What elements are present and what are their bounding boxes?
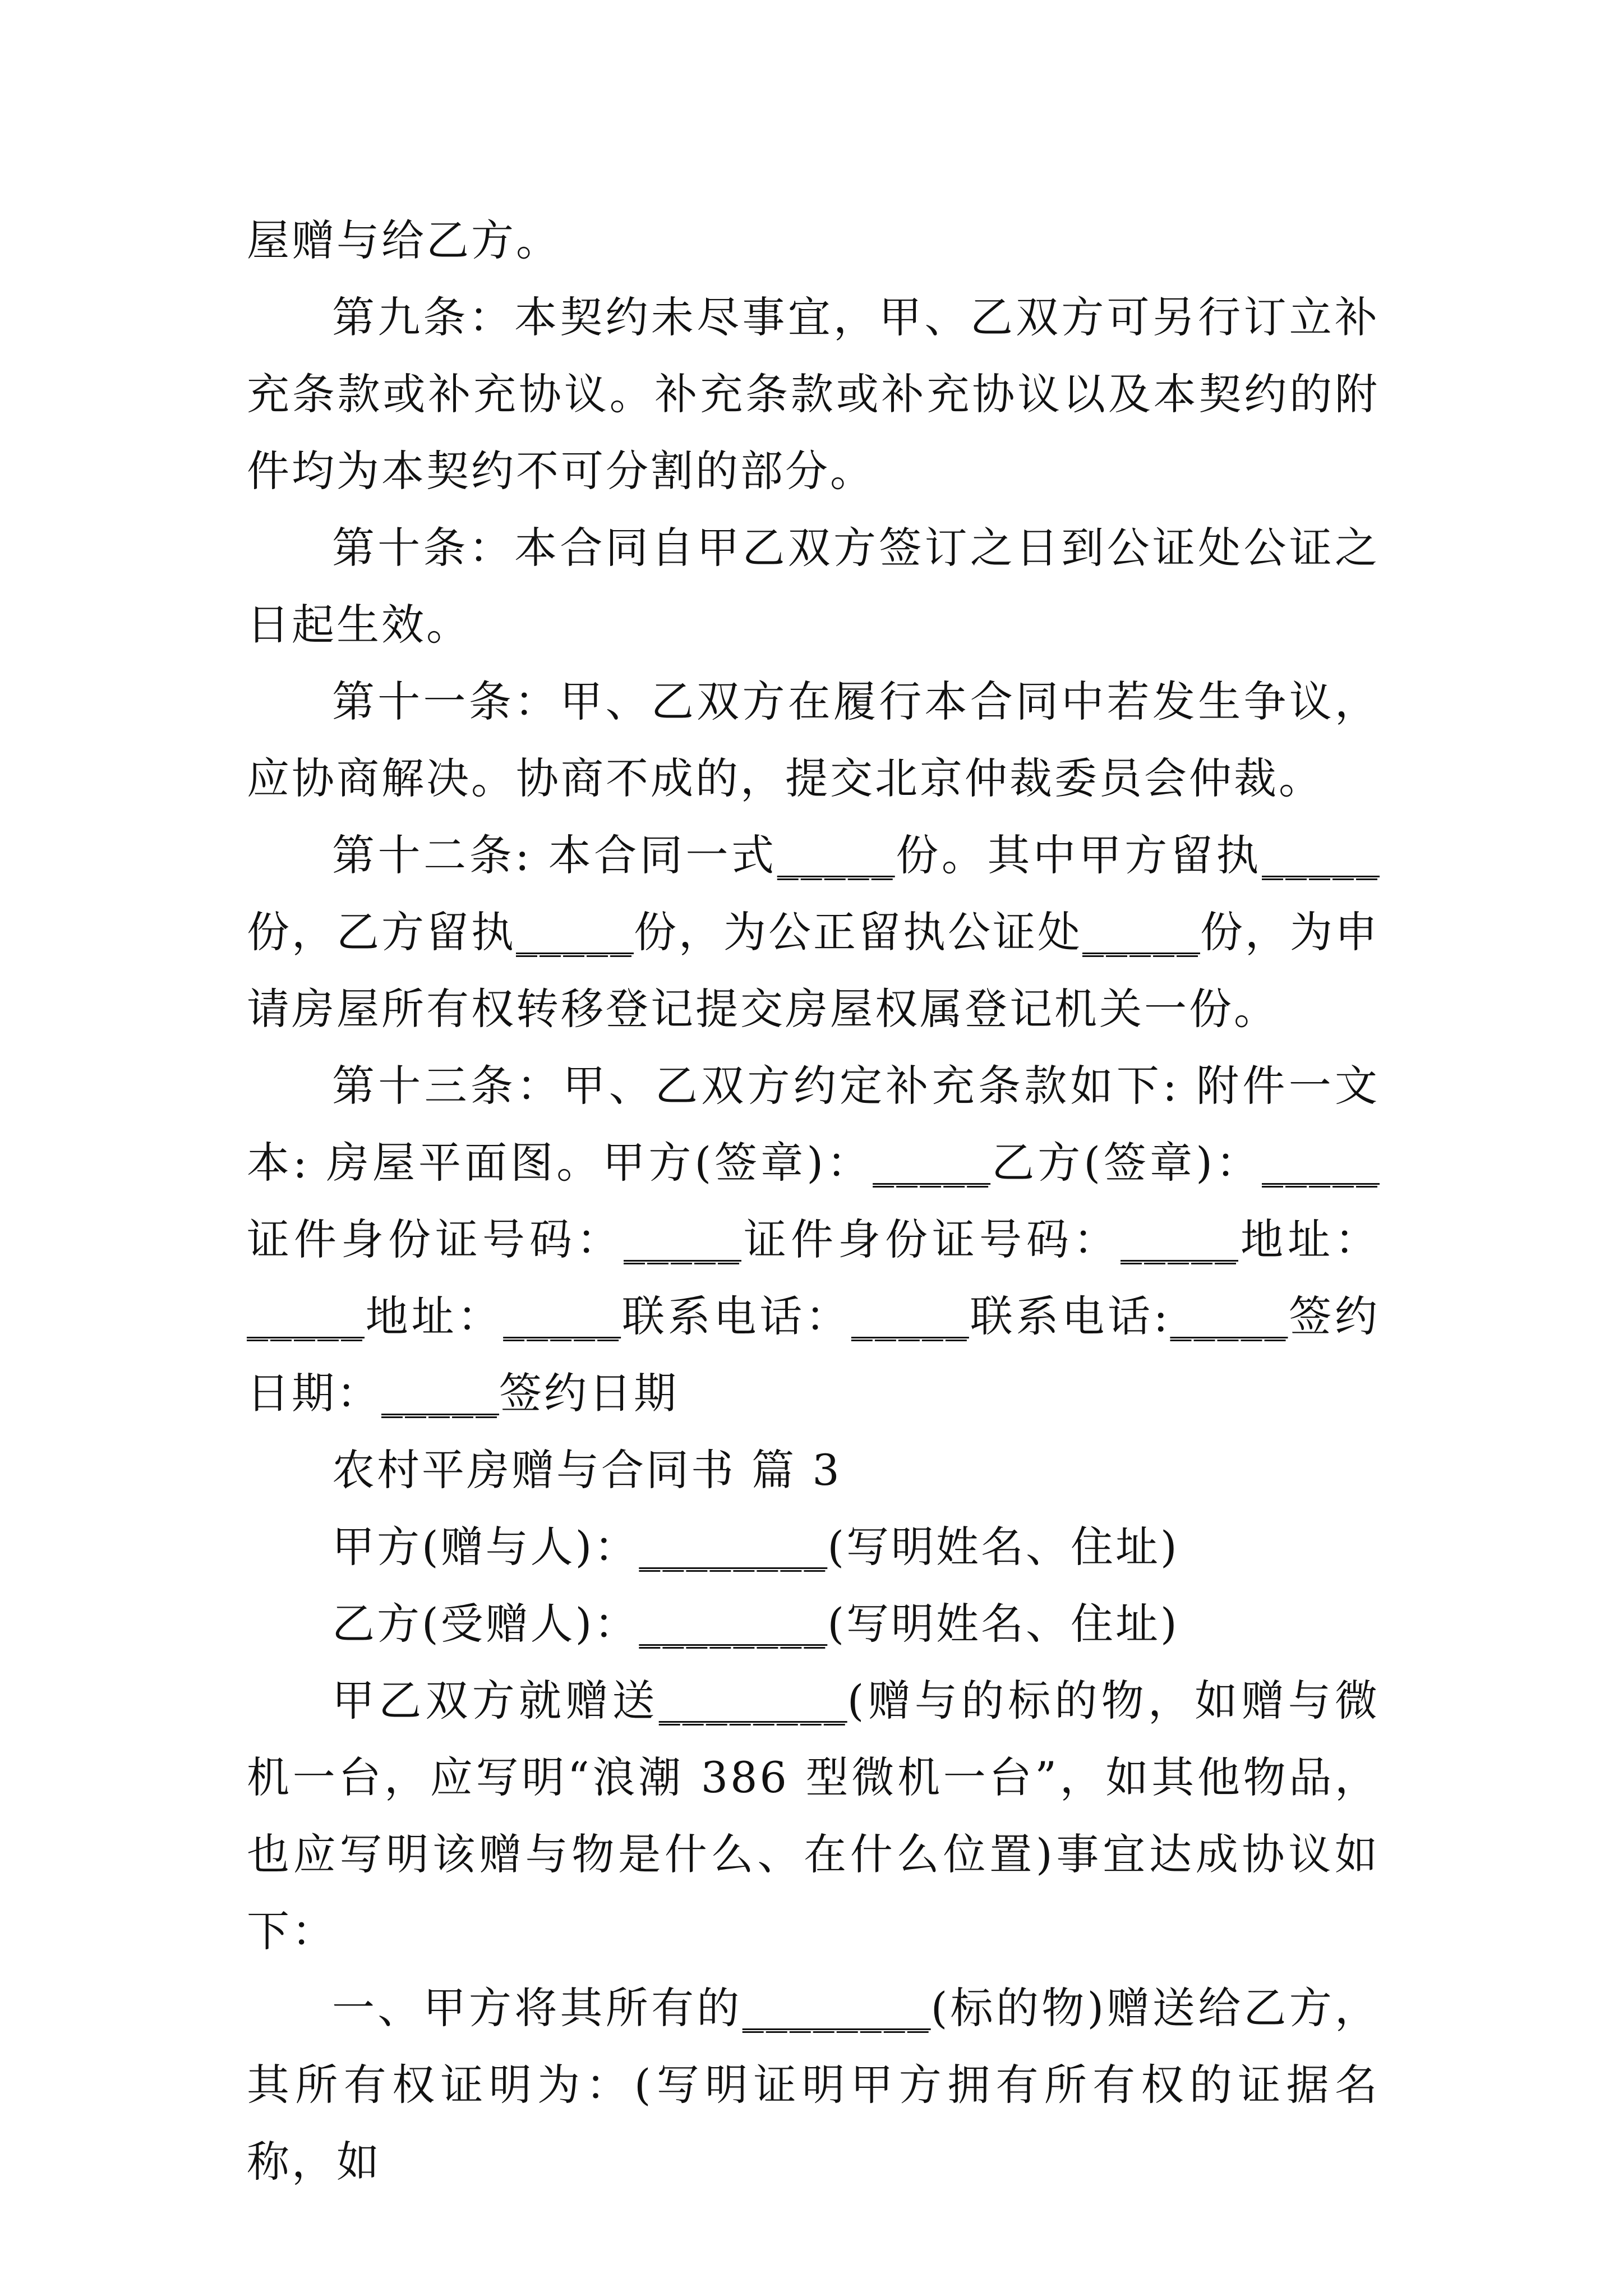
paragraph-art13 (247, 1047, 1380, 1432)
paragraph-text: 甲乙双方就赠送 (332, 1676, 659, 1726)
paragraph-text: 第十三条：甲、乙双方约定补充条款如下: 附件一文本: 房屋平面图。甲方(签章)： (247, 1061, 1380, 1188)
blank-fill-line: ________ (639, 1522, 828, 1572)
blank-fill-line: _____ (1121, 1214, 1238, 1264)
paragraph-text: 农村平房赠与合同书 篇 3 (332, 1445, 842, 1495)
paragraph-item1 (247, 1970, 1380, 2200)
paragraph-text: (写明姓名、住址) (827, 1522, 1179, 1572)
paragraph-art10 (247, 509, 1380, 663)
blank-fill-line: _____ (851, 1291, 969, 1341)
paragraph-text: 乙方(签章)： (990, 1138, 1262, 1188)
paragraph-text: 甲方(赠与人)： (332, 1522, 639, 1572)
paragraph-text: 第九条：本契约未尽事宜，甲、乙双方可另行订立补充条款或补充协议。补充条款或补充协议以及本契约的附件均为本契约不可分割的部分。 (247, 292, 1380, 496)
paragraph-text: 第十二条: 本合同一式 (332, 830, 777, 880)
blank-fill-line: ________ (639, 1599, 828, 1649)
blank-fill-line: _____ (1262, 830, 1380, 880)
blank-fill-line: _____ (1082, 907, 1200, 957)
paragraph-text: 地址： (365, 1291, 504, 1341)
paragraph-art11 (247, 663, 1380, 817)
paragraph-text: 一、甲方将其所有的 (332, 1983, 743, 2033)
paragraph-text: 地址： (1238, 1214, 1380, 1264)
paragraph-text: (赠与的标的物，如赠与微机一台，应写明“浪潮 386 型微机一台”，如其他物品，也应写明该赠与物是什么、在什么位置)事宜达成协议如下： (247, 1676, 1380, 1956)
blank-fill-line: _____ (247, 1291, 365, 1341)
paragraph-text: 证件身份证号码： (741, 1214, 1121, 1264)
blank-fill-line: _____ (777, 830, 895, 880)
paragraph-text: 第十条：本合同自甲乙双方签订之日到公证处公证之日起生效。 (247, 523, 1380, 650)
paragraph-text: 签约日期 (499, 1368, 679, 1418)
paragraph-text: 联系电话: (969, 1291, 1170, 1341)
paragraph-text: 乙方(受赠人)： (332, 1599, 639, 1649)
paragraph-text: 签约日期： (247, 1291, 1380, 1418)
blank-fill-line: _____ (381, 1368, 499, 1418)
document-body (247, 202, 1380, 2200)
paragraph-heading (247, 1432, 1380, 1508)
paragraph-text: (标的物)赠送给乙方，其所有权证明为：(写明证明甲方拥有所有权的证据名称，如 (247, 1983, 1380, 2187)
blank-fill-line: ________ (742, 1983, 931, 2033)
blank-fill-line: _____ (1170, 1291, 1288, 1341)
blank-fill-line: _____ (516, 907, 634, 957)
paragraph-partyA (247, 1508, 1380, 1585)
paragraph-cont (247, 202, 1380, 279)
paragraph-text: 份，乙方留执 (247, 907, 516, 957)
paragraph-text: 证件身份证号码： (247, 1214, 624, 1264)
paragraph-text: 份，为公正留执公证处 (634, 907, 1082, 957)
blank-fill-line: _____ (1262, 1138, 1380, 1188)
blank-fill-line: ________ (658, 1676, 847, 1726)
paragraph-agree (247, 1662, 1380, 1970)
blank-fill-line: _____ (873, 1138, 991, 1188)
paragraph-text: (写明姓名、住址) (827, 1599, 1179, 1649)
paragraph-text: 联系电话： (621, 1291, 851, 1341)
blank-fill-line: _____ (624, 1214, 741, 1264)
paragraph-text: 份，为申请房屋所有权转移登记提交房屋权属登记机关一份。 (247, 907, 1380, 1034)
paragraph-partyB (247, 1585, 1380, 1662)
paragraph-text: 屋赠与给乙方。 (247, 215, 561, 265)
paragraph-text: 份。其中甲方留执 (895, 830, 1262, 880)
paragraph-art9 (247, 279, 1380, 509)
paragraph-text: 第十一条：甲、乙双方在履行本合同中若发生争议，应协商解决。协商不成的，提交北京仲裁委员会仲裁。 (247, 677, 1380, 803)
blank-fill-line: _____ (503, 1291, 621, 1341)
paragraph-art12 (247, 817, 1380, 1047)
